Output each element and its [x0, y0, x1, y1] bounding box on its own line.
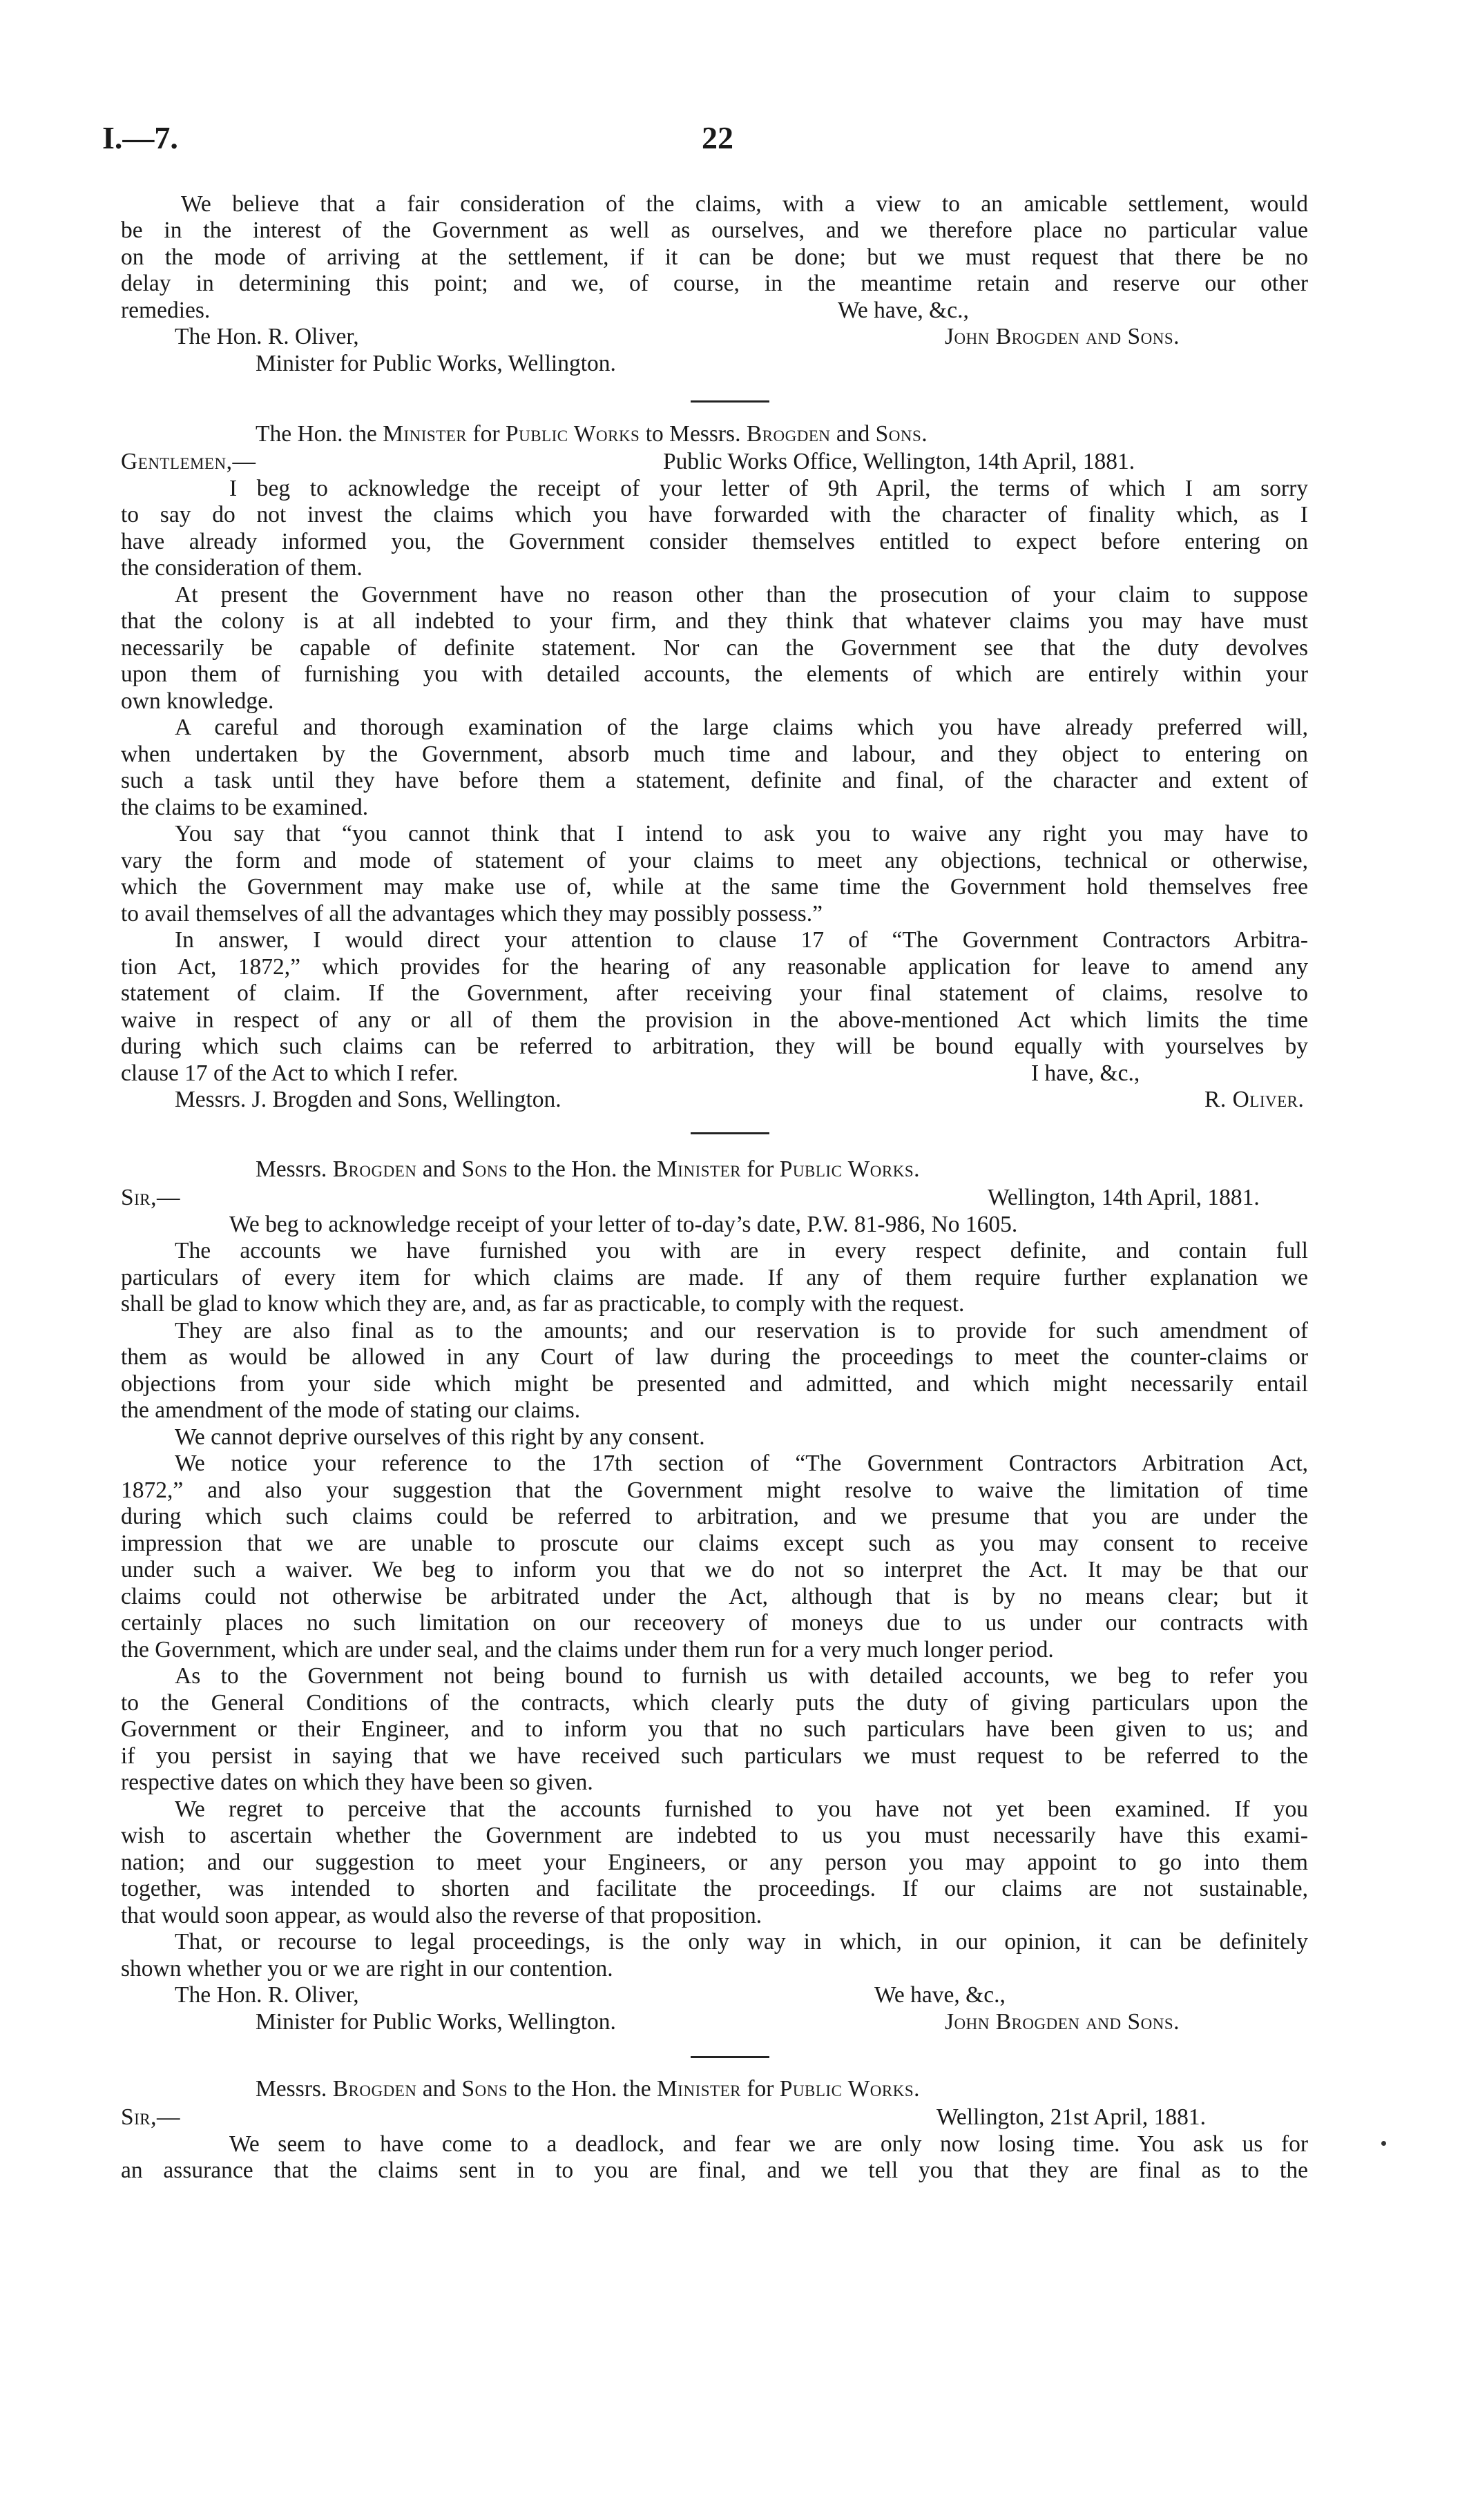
paragraph-line: We beg to acknowledge receipt of your letter of to-day’s date, P.W. 81-986, No 1605.	[229, 1212, 1018, 1237]
paragraph-line: shown whether you or we are right in our contention.	[121, 1956, 613, 1981]
paragraph-line: tion Act, 1872,” which provides for the hearing of any reasonable application for leave to amend any	[121, 954, 1308, 980]
salutation: Gentlemen,—	[121, 449, 256, 474]
letter-closing: We have, &c.,	[838, 298, 969, 323]
paragraph-line: an assurance that the claims sent in to you are final, and we tell you that they are final as to the	[121, 2158, 1308, 2183]
letter-addressee: The Hon. R. Oliver,	[175, 324, 359, 349]
paragraph-line: which the Government may make use of, while at the same time the Government hold themselves free	[121, 874, 1308, 900]
paragraph-line: upon them of furnishing you with detailed accounts, the elements of which are entirely within your	[121, 661, 1308, 687]
paragraph-line: together, was intended to shorten and facilitate the proceedings. If our claims are not sustainable,	[121, 1876, 1308, 1901]
paragraph-line: shall be glad to know which they are, and, as far as practicable, to comply with the request.	[121, 1291, 965, 1317]
paragraph-line: In answer, I would direct your attention to clause 17 of “The Government Contractors Arbitra-	[175, 927, 1308, 953]
document-reference: I.—7.	[102, 120, 178, 155]
paragraph-line: that the colony is at all indebted to your firm, and they think that whatever claims you may have must	[121, 608, 1308, 634]
paragraph-line: 1872,” and also your suggestion that the Government might resolve to waive the limitation of time	[121, 1477, 1308, 1503]
paragraph-line: A careful and thorough examination of the large claims which you have already preferred will,	[175, 715, 1308, 740]
paragraph-line: statement of claim. If the Government, after receiving your final statement of claims, resolve to	[121, 980, 1308, 1006]
paragraph-line: As to the Government not being bound to furnish us with detailed accounts, we beg to refer you	[175, 1663, 1308, 1689]
letter-closing: I have, &c.,	[1031, 1060, 1140, 1086]
addressee-title: Minister for Public Works, Wellington.	[256, 351, 616, 376]
paragraph-line: during which such claims could be referred to arbitration, and we presume that you are under the	[121, 1504, 1308, 1529]
paragraph-line: We cannot deprive ourselves of this right by any consent.	[175, 1424, 705, 1450]
paragraph-line: wish to ascertain whether the Government are indebted to us you must necessarily have this exami-	[121, 1823, 1308, 1848]
paragraph-line: waive in respect of any or all of them the provision in the above-mentioned Act which limits the time	[121, 1007, 1308, 1033]
paragraph-line: them as would be allowed in any Court of law during the proceedings to meet the counter-claims or	[121, 1344, 1308, 1370]
paragraph-line: to the General Conditions of the contracts, which clearly puts the duty of giving particulars upon the	[121, 1690, 1308, 1716]
paragraph-line: if you persist in saying that we have received such particulars we must request to be referred to the	[121, 1743, 1308, 1769]
paragraph-line: respective dates on which they have been so given.	[121, 1770, 593, 1795]
paragraph-line: At present the Government have no reason other than the prosecution of your claim to suppose	[175, 582, 1308, 608]
place-date: Wellington, 21st April, 1881.	[936, 2104, 1206, 2130]
paragraph-line: the amendment of the mode of stating our claims.	[121, 1397, 581, 1423]
paragraph-line: The accounts we have furnished you with are in every respect definite, and contain full	[175, 1238, 1308, 1263]
paragraph-line: such a task until they have before them a statement, definite and final, of the character and extent of	[121, 768, 1308, 793]
place-date: Wellington, 14th April, 1881.	[988, 1185, 1260, 1210]
paragraph-line: remedies.	[121, 298, 211, 323]
section-divider	[691, 2056, 769, 2058]
place-date: Public Works Office, Wellington, 14th April, 1881.	[663, 449, 1135, 474]
paragraph-line: They are also final as to the amounts; and our reservation is to provide for such amendment of	[175, 1318, 1308, 1344]
letter-addressee: The Hon. R. Oliver,	[175, 1982, 359, 2008]
paragraph-line: We seem to have come to a deadlock, and fear we are only now losing time. You ask us for	[229, 2131, 1308, 2157]
salutation: Sir,—	[121, 1185, 181, 1210]
paragraph-line: have already informed you, the Government consider themselves entitled to expect before entering on	[121, 529, 1308, 554]
paragraph-line: vary the form and mode of statement of your claims to meet any objections, technical or otherwise,	[121, 848, 1308, 873]
letter-sender: John Brogden and Sons.	[945, 324, 1180, 349]
paragraph-line: necessarily be capable of definite statement. Nor can the Government see that the duty devolves	[121, 635, 1308, 661]
letter-heading: Messrs. Brogden and Sons to the Hon. the Minister for Public Works.	[256, 2076, 921, 2102]
paragraph-line: objections from your side which might be presented and admitted, and which might necessarily entail	[121, 1371, 1308, 1397]
letter-addressee: Messrs. J. Brogden and Sons, Wellington.	[175, 1087, 561, 1112]
paragraph-line: clause 17 of the Act to which I refer.	[121, 1060, 459, 1086]
paragraph-line: We believe that a fair consideration of the claims, with a view to an amicable settlement, would	[181, 191, 1308, 217]
section-divider	[691, 400, 769, 403]
paragraph-line: to avail themselves of all the advantages which they may possibly possess.”	[121, 901, 823, 927]
paragraph-line: You say that “you cannot think that I intend to ask you to waive any right you may have to	[175, 821, 1308, 846]
paragraph-line: the claims to be examined.	[121, 795, 369, 820]
paragraph-line: claims could not otherwise be arbitrated under the Act, although that is by no means clear; but it	[121, 1584, 1308, 1609]
letter-signature: R. Oliver.	[1204, 1087, 1305, 1112]
paragraph-line: impression that we are unable to proscute our claims except such as you may consent to receive	[121, 1531, 1308, 1556]
letter-sender: John Brogden and Sons.	[945, 2009, 1180, 2035]
paragraph-line: to say do not invest the claims which you have forwarded with the character of finality which, as I	[121, 502, 1308, 527]
paragraph-line: I beg to acknowledge the receipt of your letter of 9th April, the terms of which I am sorry	[229, 476, 1308, 501]
paragraph-line: We notice your reference to the 17th section of “The Government Contractors Arbitration Act,	[175, 1451, 1308, 1476]
section-divider	[691, 1132, 769, 1134]
paragraph-line: the Government, which are under seal, and the claims under them run for a very much longer period.	[121, 1637, 1054, 1663]
paragraph-line: that would soon appear, as would also the reverse of that proposition.	[121, 1903, 762, 1928]
letter-heading: The Hon. the Minister for Public Works to Messrs. Brogden and Sons.	[256, 421, 928, 447]
paragraph-line: We regret to perceive that the accounts furnished to you have not yet been examined. If you	[175, 1796, 1308, 1822]
paragraph-line: particulars of every item for which claims are made. If any of them require further explanation we	[121, 1265, 1308, 1290]
paragraph-line: Government or their Engineer, and to inform you that no such particulars have been given to us; and	[121, 1716, 1308, 1742]
paragraph-line: own knowledge.	[121, 688, 274, 714]
addressee-title: Minister for Public Works, Wellington.	[256, 2009, 616, 2035]
letter-heading: Messrs. Brogden and Sons to the Hon. the Minister for Public Works.	[256, 1156, 921, 1182]
paragraph-line: under such a waiver. We beg to inform you that we do not so interpret the Act. It may be that our	[121, 1557, 1308, 1582]
letter-closing: We have, &c.,	[874, 1982, 1006, 2008]
paragraph-line: the consideration of them.	[121, 555, 363, 581]
paragraph-line: on the mode of arriving at the settlement, if it can be done; but we must request that there be no	[121, 244, 1308, 270]
paragraph-line: during which such claims can be referred to arbitration, they will be bound equally with yourselves by	[121, 1034, 1308, 1059]
paragraph-line: be in the interest of the Government as well as ourselves, and we therefore place no particular value	[121, 217, 1308, 243]
paragraph-line: delay in determining this point; and we, of course, in the meantime retain and reserve our other	[121, 271, 1308, 296]
page-number: 22	[702, 120, 733, 155]
paragraph-line: certainly places no such limitation on our receovery of moneys due to us under our contracts with	[121, 1610, 1308, 1636]
paragraph-line: nation; and our suggestion to meet your Engineers, or any person you may appoint to go into them	[121, 1850, 1308, 1875]
paragraph-line: That, or recourse to legal proceedings, is the only way in which, in our opinion, it can be definitely	[175, 1929, 1308, 1955]
salutation: Sir,—	[121, 2104, 181, 2130]
paragraph-line: when undertaken by the Government, absorb much time and labour, and they object to entering on	[121, 742, 1308, 767]
ink-speck	[1381, 2141, 1386, 2146]
